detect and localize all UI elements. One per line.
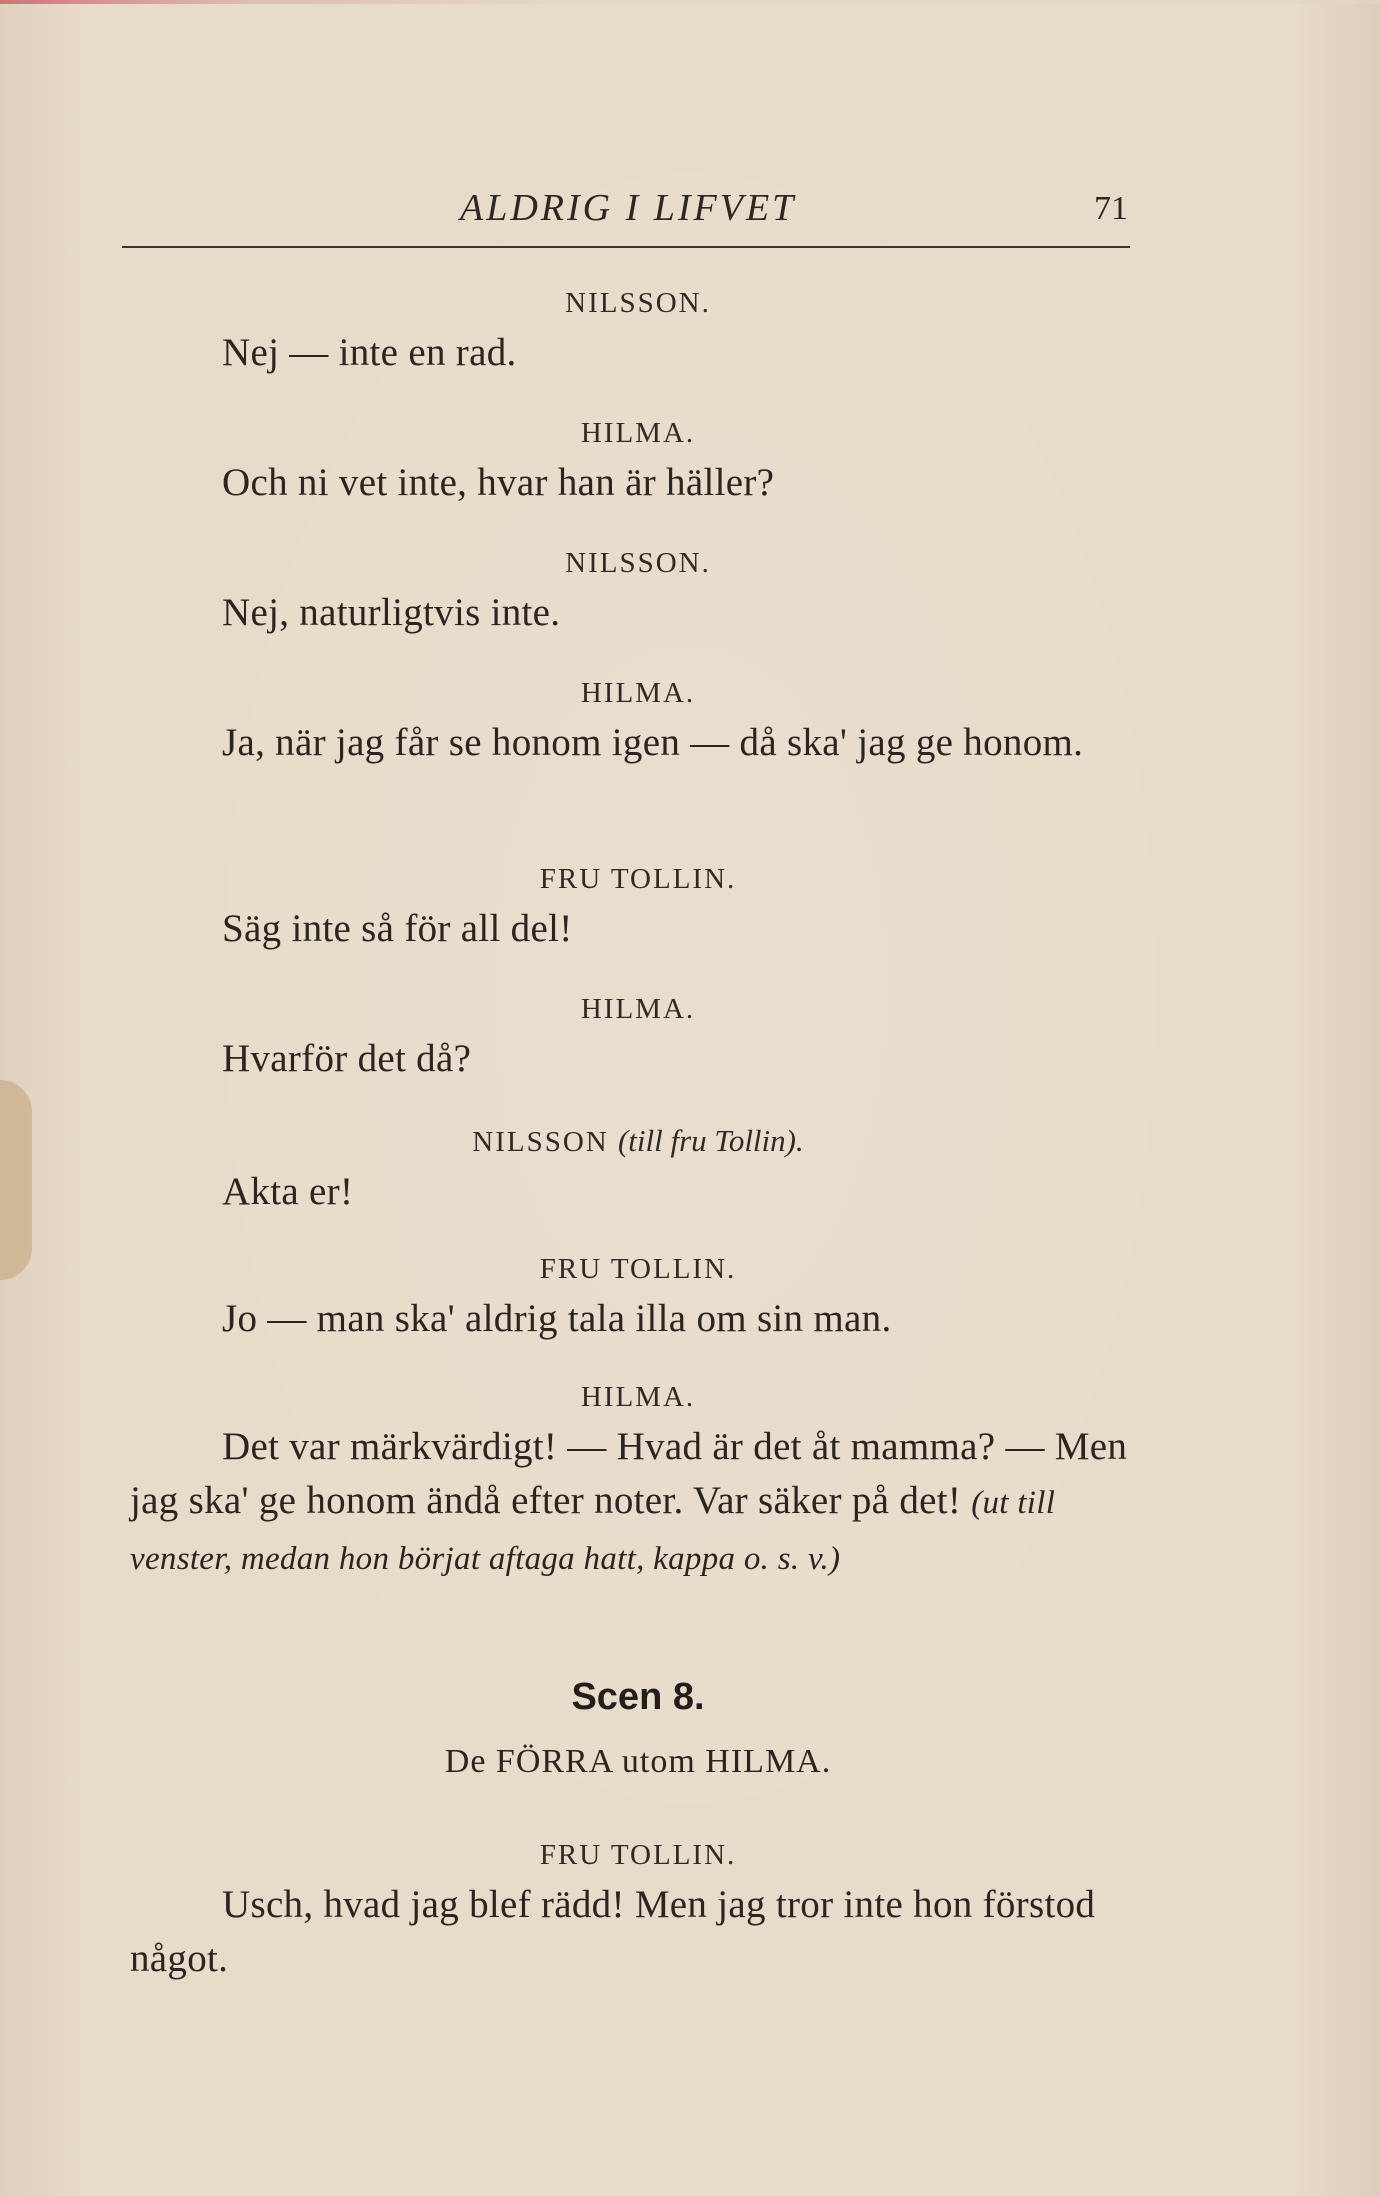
- speech-text: Nej, naturligtvis inte.: [222, 590, 561, 634]
- speech-4: [130, 678, 1146, 770]
- header-rule: [122, 246, 1130, 248]
- stage-direction: (ut till venster, medan hon börjat aftaga hatt, kappa o. s. v.): [130, 1484, 1056, 1577]
- page-top-edge: [0, 0, 1380, 4]
- speaker-label: HILMA.: [580, 677, 696, 709]
- speech-9: [130, 1382, 1146, 1586]
- speaker-label: HILMA.: [580, 417, 696, 449]
- speaker-name: NILSSON: [472, 1126, 609, 1158]
- speech-text: Jo — man ska' aldrig tala illa om sin man.: [222, 1296, 892, 1340]
- running-title: ALDRIG I LIFVET: [460, 187, 797, 229]
- speech-10: [130, 1840, 1146, 1986]
- speech-text: [130, 1420, 1146, 1586]
- speech-2: [130, 418, 1146, 510]
- speaker-label: NILSSON.: [565, 547, 711, 579]
- speaker-stage-direction: (till fru Tollin).: [617, 1123, 804, 1158]
- speaker-label: [130, 1124, 1146, 1159]
- speech-5: [130, 864, 1146, 956]
- speech-text: Usch, hvad jag blef rädd! Men jag tror inte hon förstod något.: [130, 1882, 1096, 1980]
- page-number: 71: [1094, 190, 1128, 227]
- speech-8: [130, 1254, 1146, 1346]
- speech-text: Nej — inte en rad.: [222, 330, 517, 374]
- speech-text: Ja, när jag får se honom igen — då ska' jag ge honom.: [222, 720, 1084, 764]
- speech-text: Akta er!: [222, 1169, 354, 1213]
- scene-heading: [130, 1676, 1146, 1781]
- speech-3: [130, 548, 1146, 640]
- page-stain: [0, 1080, 32, 1280]
- speech-7: [130, 1124, 1146, 1219]
- speech-text: Och ni vet inte, hvar han är häller?: [222, 460, 775, 504]
- scene-title: Scen 8.: [571, 1676, 705, 1718]
- speech-body: Det var märkvärdigt! — Hvad är det åt mamma? — Men jag ska' ge honom ändå efter noter. Var säker på det!: [130, 1424, 1128, 1522]
- speech-text: Säg inte så för all del!: [222, 906, 573, 950]
- speaker-label: HILMA.: [580, 1381, 696, 1413]
- speech-text: Hvarför det då?: [222, 1036, 472, 1080]
- speech-6: [130, 994, 1146, 1086]
- speaker-label: FRU TOLLIN.: [539, 863, 737, 895]
- running-head: [122, 186, 1130, 242]
- speech-1: [130, 288, 1146, 380]
- speaker-label: HILMA.: [580, 993, 696, 1025]
- speaker-label: FRU TOLLIN.: [539, 1253, 737, 1285]
- speaker-label: NILSSON.: [565, 287, 711, 319]
- speaker-label: FRU TOLLIN.: [539, 1839, 737, 1871]
- scene-cast: De FÖRRA utom HILMA.: [444, 1743, 832, 1780]
